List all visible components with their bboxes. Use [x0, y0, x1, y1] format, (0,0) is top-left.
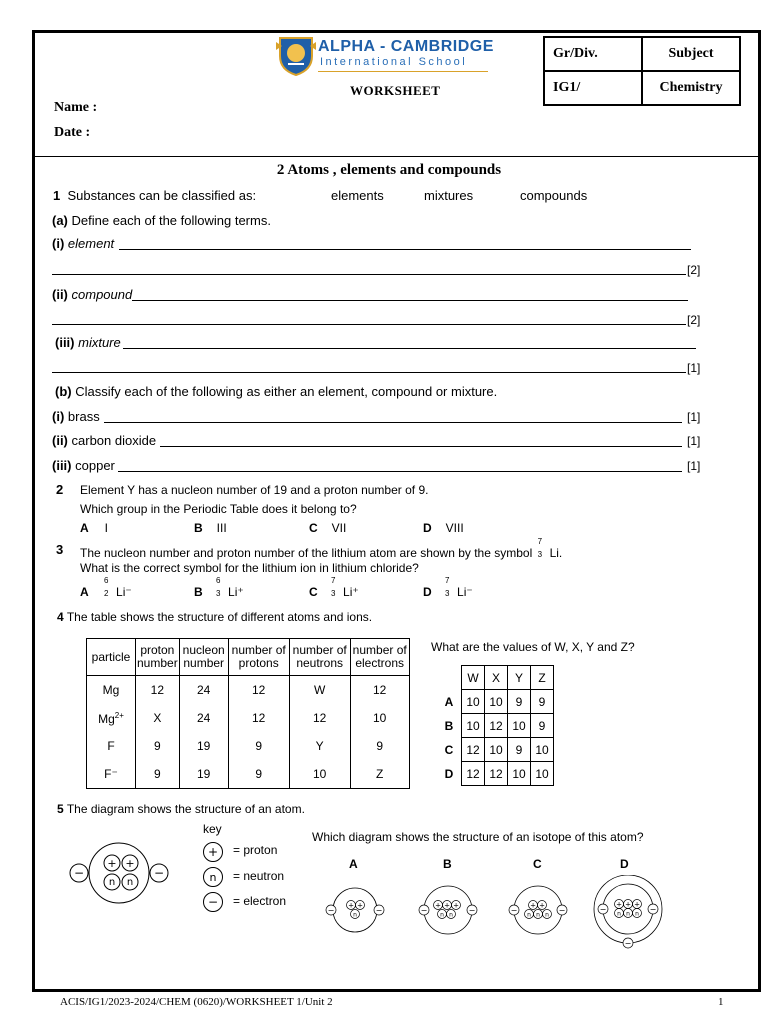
q5-option-d-diagram[interactable] [588, 875, 668, 953]
svg-text:n: n [353, 911, 357, 919]
svg-text:+: + [435, 901, 441, 910]
q1a-iii-term: mixture [78, 335, 121, 350]
q1b-iii-text: copper [75, 458, 115, 473]
q1b-i-label: (i) [52, 409, 65, 424]
q5-option-b-label: B [443, 857, 452, 871]
q2-option-d-text: VIII [445, 521, 464, 535]
subject-value: Chemistry [642, 71, 740, 105]
q2-line1: Element Y has a nucleon number of 19 and a proton number of 9. [80, 483, 429, 497]
q1b-iii-label: (iii) [52, 458, 72, 473]
table-cell: D [437, 762, 462, 786]
q3-line1-text: The nucleon number and proton number of the lithium atom are shown by the symbol [80, 546, 533, 560]
svg-text:+: + [207, 845, 219, 859]
q1-intro [53, 188, 256, 203]
q3-option-c[interactable] [309, 576, 359, 599]
answer-line[interactable] [119, 249, 691, 250]
table-cell: 19 [179, 732, 228, 760]
q3-symbol-element: Li. [549, 546, 563, 560]
q1b-ii-label: (ii) [52, 433, 68, 448]
svg-text:+: + [453, 901, 459, 910]
q5-option-b-diagram[interactable] [410, 880, 486, 940]
answer-line[interactable] [123, 348, 696, 349]
svg-text:−: − [73, 866, 85, 880]
q1a-ii-term: compound [71, 287, 133, 302]
page-number: 1 [718, 996, 724, 1008]
q4-header: nucleon number [179, 639, 228, 676]
q3-option-a-mass: 6 [104, 576, 109, 585]
table-cell [437, 666, 462, 690]
svg-text:−: − [420, 906, 428, 915]
svg-text:−: − [468, 906, 476, 915]
table-cell: 9 [531, 714, 554, 738]
svg-text:−: − [327, 906, 335, 915]
svg-text:−: − [599, 905, 607, 914]
table-cell: 10 [508, 714, 531, 738]
table-cell: 24 [179, 676, 228, 705]
q2-option-a-text: I [104, 521, 109, 535]
q5-option-a-diagram[interactable] [320, 880, 390, 940]
table-row [87, 704, 410, 732]
table-cell: F⁻ [87, 760, 136, 789]
table-cell: 19 [179, 760, 228, 789]
q4-header: proton number [136, 639, 180, 676]
logo-underline [318, 71, 488, 72]
table-cell: 9 [350, 732, 409, 760]
header-divider [35, 156, 758, 157]
q3-option-b-atomic: 3 [216, 589, 221, 598]
svg-text:−: − [558, 906, 566, 915]
q2-option-b-text: III [216, 521, 227, 535]
grdiv-label: Gr/Div. [544, 37, 642, 71]
neutron-icon [202, 866, 224, 888]
q1a-prompt [52, 213, 271, 228]
svg-text:n: n [545, 911, 549, 919]
table-cell: B [437, 714, 462, 738]
q3-symbol-atomic: 3 [537, 550, 543, 559]
q4-option-row-b[interactable] [437, 714, 554, 738]
svg-text:+: + [634, 900, 640, 909]
worksheet-title: WORKSHEET [350, 83, 441, 98]
q1b-i-mark: [1] [687, 410, 701, 424]
q3-option-c-atomic: 3 [331, 589, 336, 598]
table-cell: 9 [508, 738, 531, 762]
q1b-prompt [55, 384, 497, 399]
grdiv-value: IG1/ [544, 71, 642, 105]
q3-line1 [80, 537, 563, 560]
table-cell: 9 [136, 732, 180, 760]
q3-option-d[interactable] [423, 576, 473, 599]
svg-text:n: n [108, 877, 116, 888]
name-label: Name : [54, 100, 98, 115]
q1a-iii-mark: [1] [687, 361, 701, 375]
q5-question: Which diagram shows the structure of an isotope of this atom? [312, 830, 644, 844]
q1a-i-mark: [2] [687, 263, 701, 277]
answer-line[interactable] [52, 274, 686, 275]
svg-text:+: + [530, 901, 536, 910]
svg-text:−: − [153, 866, 165, 880]
q1a-ii-label: (ii) [52, 287, 68, 302]
q3-option-a-atomic: 2 [104, 589, 109, 598]
table-cell: 10 [485, 690, 508, 714]
table-cell: 9 [136, 760, 180, 789]
svg-text:n: n [626, 910, 630, 918]
page-title: 2 Atoms , elements and compounds [276, 162, 502, 178]
table-cell: 10 [508, 762, 531, 786]
q1b-ii [52, 433, 156, 448]
svg-text:+: + [357, 901, 363, 910]
svg-text:n: n [126, 877, 134, 888]
table-cell: 12 [485, 762, 508, 786]
q3-option-d-symbol: Li⁻ [457, 585, 473, 599]
q1a-iii-label: (iii) [55, 335, 75, 350]
table-row [87, 732, 410, 760]
date-label: Date : [54, 125, 91, 140]
q4-prompt [57, 610, 372, 624]
q2-option-c-letter: C [309, 521, 318, 535]
key-electron-label: = electron [233, 894, 287, 908]
footer-code: ACIS/IG1/2023-2024/CHEM (0620)/WORKSHEET 1/Unit 2 [60, 996, 333, 1008]
table-cell: Mg [87, 676, 136, 705]
table-cell: 10 [485, 738, 508, 762]
q3-option-c-mass: 7 [331, 576, 336, 585]
q3-option-d-mass: 7 [445, 576, 450, 585]
svg-text:−: − [649, 905, 657, 914]
svg-text:n: n [527, 911, 531, 919]
table-cell: Z [531, 666, 554, 690]
table-cell: 12 [462, 738, 485, 762]
q1b-ii-mark: [1] [687, 434, 701, 448]
table-cell: Y [289, 732, 350, 760]
svg-text:+: + [539, 901, 545, 910]
table-cell: 10 [531, 738, 554, 762]
header-info-table [543, 36, 741, 106]
q2-option-a-letter: A [80, 521, 89, 535]
q4-option-row-d[interactable] [437, 762, 554, 786]
q1b-ii-text: carbon dioxide [71, 433, 157, 448]
q2-option-c[interactable] [309, 521, 346, 535]
table-cell: 12 [136, 676, 180, 705]
key-neutron-label: = neutron [233, 869, 285, 883]
q3-option-b[interactable] [194, 576, 244, 599]
q1-class-compounds: compounds [520, 188, 588, 203]
q3-option-b-symbol: Li⁺ [228, 585, 244, 599]
table-cell: 10 [462, 690, 485, 714]
table-cell: W [462, 666, 485, 690]
q3-option-a-nums [102, 576, 116, 598]
q2-option-a[interactable] [80, 521, 108, 535]
table-cell: $Mg^{2+}$ [87, 704, 136, 732]
key-proton-label: = proton [233, 843, 278, 857]
q3-option-b-nums [214, 576, 228, 598]
key-title: key [203, 822, 222, 836]
q3-option-c-symbol: Li⁺ [343, 585, 359, 599]
answer-line[interactable] [52, 324, 686, 325]
q5-option-c-diagram[interactable] [500, 880, 576, 940]
q4-header: number of protons [228, 639, 289, 676]
table-cell: 12 [228, 676, 289, 705]
q4-options-table [437, 665, 554, 786]
table-cell: C [437, 738, 462, 762]
q4-header: number of electrons [350, 639, 409, 676]
school-logo [276, 34, 316, 76]
answer-line[interactable] [104, 422, 682, 423]
q3-option-d-nums [443, 576, 457, 598]
q3-option-a-letter: A [80, 585, 89, 599]
q1-class-mixtures: mixtures [424, 188, 474, 203]
svg-text:+: + [125, 857, 135, 870]
q1a-text: Define each of the following terms. [71, 213, 271, 228]
q1a-label: (a) [52, 213, 68, 228]
q1b-i-text: brass [67, 409, 100, 424]
table-cell: Z [350, 760, 409, 789]
q5-option-d-label: D [620, 857, 629, 871]
table-cell: Y [508, 666, 531, 690]
table-cell: 12 [350, 676, 409, 705]
q1b-iii-mark: [1] [687, 459, 701, 473]
q2-option-d-letter: D [423, 521, 432, 535]
table-cell: W [289, 676, 350, 705]
electron-icon [202, 891, 224, 913]
q4-header: particle [87, 639, 136, 676]
table-row [87, 676, 410, 705]
q3-symbol [536, 537, 550, 559]
svg-text:−: − [624, 939, 632, 948]
q2-option-b[interactable] [194, 521, 227, 535]
q3-option-c-nums [329, 576, 343, 598]
q4-option-row-a[interactable] [437, 690, 554, 714]
table-cell: 9 [508, 690, 531, 714]
q1b-i [52, 409, 100, 424]
q1b-label: (b) [55, 384, 72, 399]
q3-line2: What is the correct symbol for the lithium ion in lithium chloride? [80, 561, 419, 575]
table-cell: X [136, 704, 180, 732]
svg-text:−: − [510, 906, 518, 915]
table-cell: 9 [531, 690, 554, 714]
q2-option-b-letter: B [194, 521, 203, 535]
svg-text:−: − [375, 906, 383, 915]
svg-text:n: n [440, 911, 444, 919]
q2-option-d[interactable] [423, 521, 464, 535]
svg-text:+: + [616, 900, 622, 909]
svg-text:n: n [209, 871, 217, 884]
q3-symbol-mass: 7 [537, 537, 543, 546]
svg-text:+: + [107, 857, 117, 870]
crest-icon [276, 34, 316, 76]
table-cell: 10 [350, 704, 409, 732]
q3-option-a[interactable] [80, 576, 132, 599]
table-cell: F [87, 732, 136, 760]
q1-number: 1 [53, 188, 61, 203]
q1b-text: Classify each of the following as either an element, compound or mixture. [75, 384, 498, 399]
svg-text:−: − [207, 895, 219, 909]
svg-text:n: n [635, 910, 639, 918]
q3-number: 3 [56, 542, 64, 557]
q4-text: The table shows the structure of different atoms and ions. [66, 610, 373, 624]
q5-option-a-label: A [349, 857, 358, 871]
q5-option-c-label: C [533, 857, 542, 871]
table-cell: 12 [462, 762, 485, 786]
svg-text:+: + [348, 901, 354, 910]
school-subtitle: International School [320, 56, 468, 68]
q4-structure-table [86, 638, 410, 789]
q1b-iii [52, 458, 115, 473]
q4-question: What are the values of W, X, Y and Z? [431, 640, 635, 654]
q5-atom-diagram [64, 840, 174, 910]
q1-intro-text: Substances can be classified as: [67, 188, 257, 203]
subject-label: Subject [642, 37, 740, 71]
q1a-i-label: (i) [52, 236, 65, 251]
q1a-ii-mark: [2] [687, 313, 701, 327]
table-cell: 9 [228, 760, 289, 789]
answer-line[interactable] [160, 446, 682, 447]
q3-option-b-mass: 6 [216, 576, 221, 585]
q3-option-a-symbol: Li⁻ [116, 585, 132, 599]
q4-option-row-c[interactable] [437, 738, 554, 762]
table-cell: 10 [462, 714, 485, 738]
svg-text:+: + [444, 901, 450, 910]
q2-number: 2 [56, 482, 64, 497]
table-cell: X [485, 666, 508, 690]
q2-option-c-text: VII [331, 521, 347, 535]
q5-prompt [57, 802, 305, 816]
q4-number: 4 [57, 610, 64, 624]
q5-text: The diagram shows the structure of an atom. [66, 802, 305, 816]
q1a-ii [52, 287, 132, 302]
q4-header: number of neutrons [289, 639, 350, 676]
table-cell: 9 [228, 732, 289, 760]
table-cell: 12 [228, 704, 289, 732]
table-cell: 10 [289, 760, 350, 789]
svg-text:n: n [536, 911, 540, 919]
table-cell: 12 [289, 704, 350, 732]
answer-line[interactable] [118, 471, 682, 472]
school-name: ALPHA - CAMBRIDGE [318, 38, 494, 55]
svg-text:n: n [617, 910, 621, 918]
answer-line[interactable] [52, 372, 686, 373]
q3-option-d-letter: D [423, 585, 432, 599]
q2-line2: Which group in the Periodic Table does it belong to? [80, 502, 357, 516]
table-row [87, 760, 410, 789]
answer-line[interactable] [132, 300, 688, 301]
proton-icon [202, 841, 224, 863]
table-cell: A [437, 690, 462, 714]
table-cell: 10 [531, 762, 554, 786]
table-cell: 12 [485, 714, 508, 738]
q3-option-c-letter: C [309, 585, 318, 599]
q1-class-elements: elements [331, 188, 384, 203]
q1a-iii [55, 335, 121, 350]
q1a-i-term: element [67, 236, 115, 251]
svg-text:n: n [449, 911, 453, 919]
q3-option-b-letter: B [194, 585, 203, 599]
svg-text:+: + [625, 900, 631, 909]
table-cell: 24 [179, 704, 228, 732]
q1a-i [52, 236, 114, 251]
q3-option-d-atomic: 3 [445, 589, 450, 598]
q5-number: 5 [57, 802, 64, 816]
